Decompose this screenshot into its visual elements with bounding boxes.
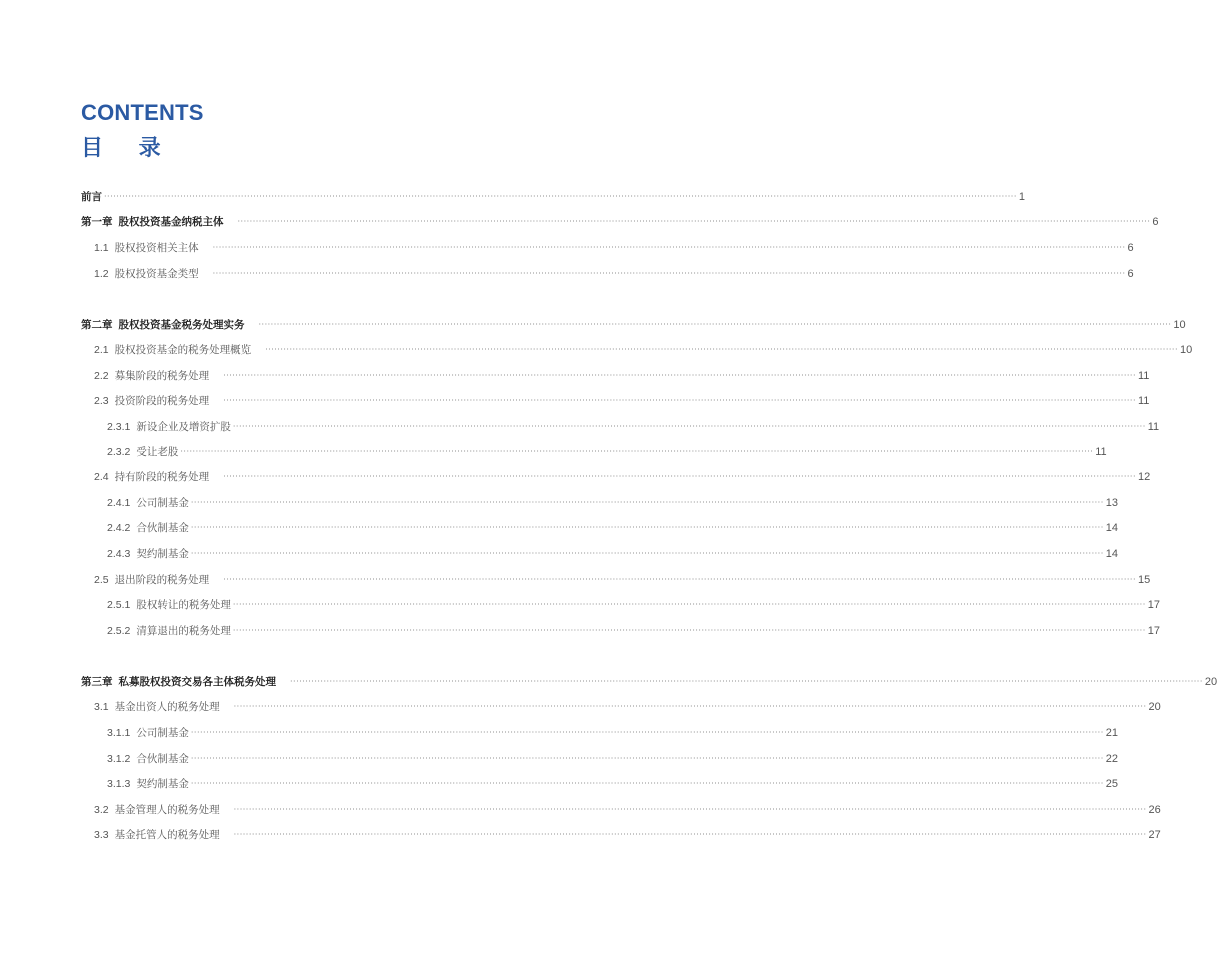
toc-page-number: 17 (1147, 599, 1160, 611)
toc-entry-number: 3.1 (94, 701, 109, 713)
toc-entry-title: 契约制基金 (136, 548, 189, 560)
toc-entry[interactable] (107, 494, 1118, 510)
toc-entry-number: 3.1.1 (107, 727, 131, 739)
toc-entry-title: 投资阶段的税务处理 (114, 395, 210, 407)
toc-entry-title: 股权投资基金的税务处理概览 (114, 344, 252, 356)
toc-entry-number: 第三章 (81, 676, 113, 688)
toc-entry-label (94, 573, 221, 587)
toc-entry-label (81, 215, 236, 229)
toc-entry[interactable] (94, 265, 1134, 281)
toc-dot-leader: ············································································································································································································································································································ (190, 754, 1104, 763)
toc-page-number: 11 (1138, 370, 1150, 382)
toc-entry-label (107, 496, 189, 510)
toc-entry[interactable] (94, 341, 1193, 357)
toc-entry-title: 基金托管人的税务处理 (114, 829, 220, 841)
toc-entry-title: 基金出资人的税务处理 (114, 701, 220, 713)
toc-entry-title: 前言 (81, 191, 102, 203)
toc-entry[interactable] (107, 418, 1160, 434)
toc-page-number: 11 (1147, 421, 1160, 433)
toc-entry-label (107, 777, 189, 791)
toc-entry-title: 退出阶段的税务处理 (114, 574, 210, 586)
toc-entry-number: 2.4 (94, 471, 109, 483)
toc-entry-number: 1.1 (94, 242, 109, 254)
toc-dot-leader: ············································································································································································································································································································ (223, 472, 1136, 481)
toc-entry[interactable] (107, 724, 1118, 740)
toc-entry-title: 公司制基金 (136, 727, 189, 739)
toc-entry-number: 2.3.2 (107, 446, 131, 458)
toc-dot-leader: ············································································································································································································································································································ (190, 498, 1104, 507)
toc-entry-label (94, 241, 211, 255)
toc-entry[interactable] (94, 801, 1161, 817)
toc-entry-label (107, 547, 189, 561)
toc-entry-number: 3.3 (94, 829, 109, 841)
contents-heading-en: CONTENTS (81, 100, 204, 125)
toc-entry-label (107, 420, 231, 434)
toc-dot-leader: ············································································································································································································································································································ (190, 549, 1104, 558)
toc-page-number: 20 (1148, 701, 1161, 713)
toc-entry-label (94, 700, 232, 714)
toc-entry-label (107, 445, 178, 459)
toc-entry-label (94, 343, 263, 357)
toc-entry-number: 2.3 (94, 395, 109, 407)
toc-entry-number: 第二章 (81, 319, 113, 331)
toc-entry-label (94, 369, 221, 383)
toc-entry-number: 3.1.2 (107, 753, 131, 765)
toc-entry[interactable] (81, 673, 1217, 689)
toc-entry-number: 第一章 (81, 216, 113, 228)
toc-page-number: 17 (1147, 625, 1160, 637)
toc-entry[interactable] (107, 443, 1107, 459)
toc-entry-title: 私募股权投资交易各主体税务处理 (118, 676, 276, 688)
toc-entry-title: 清算退出的税务处理 (136, 625, 231, 637)
toc-entry-title: 合伙制基金 (136, 753, 189, 765)
toc-entry-number: 3.1.3 (107, 778, 131, 790)
toc-page-number: 12 (1138, 471, 1151, 483)
contents-heading-cn: 目 录 (81, 136, 175, 161)
toc-dot-leader: ············································································································································································································································································································ (233, 702, 1147, 711)
toc-entry-label (94, 394, 221, 408)
toc-entry-number: 2.4.2 (107, 522, 131, 534)
toc-page-number: 13 (1105, 497, 1118, 509)
toc-dot-leader: ············································································································································································································································································································ (223, 575, 1136, 584)
toc-page-number: 1 (1018, 191, 1026, 203)
toc-dot-leader: ············································································································································································································································································································ (233, 830, 1147, 839)
toc-entry-number: 2.5.2 (107, 625, 131, 637)
toc-entry-title: 股权投资基金税务处理实务 (118, 319, 245, 331)
toc-page-number: 6 (1127, 268, 1134, 280)
toc-page-number: 11 (1095, 446, 1107, 458)
toc-dot-leader: ············································································································································································································································································································ (233, 805, 1147, 814)
toc-dot-leader: ············································································································································································································································································································ (265, 345, 1178, 354)
toc-entry[interactable] (94, 367, 1150, 383)
toc-entry-label (94, 828, 232, 842)
toc-page-number: 26 (1148, 804, 1161, 816)
toc-entry-title: 契约制基金 (136, 778, 189, 790)
toc-page-number: 25 (1105, 778, 1118, 790)
toc-entry-title: 新设企业及增资扩股 (136, 421, 231, 433)
toc-page-number: 20 (1204, 676, 1217, 688)
toc-entry-label (81, 318, 257, 332)
toc-entry-title: 基金管理人的税务处理 (114, 804, 220, 816)
toc-entry-label (107, 726, 189, 740)
toc-entry-title: 股权投资基金纳税主体 (118, 216, 224, 228)
toc-entry-title: 募集阶段的税务处理 (114, 370, 210, 382)
toc-dot-leader: ············································································································································································································································································································ (290, 677, 1203, 686)
toc-entry-number: 2.3.1 (107, 421, 131, 433)
toc-entry-label (81, 675, 288, 689)
toc-entry-label (107, 521, 189, 535)
toc-page-number: 10 (1180, 344, 1193, 356)
toc-entry-title: 股权投资基金类型 (114, 268, 199, 280)
toc-entry-number: 2.2 (94, 370, 109, 382)
toc-entry-number: 2.5 (94, 574, 109, 586)
toc-entry-number: 2.4.1 (107, 497, 131, 509)
toc-dot-leader: ············································································································································································································································································································ (190, 728, 1104, 737)
toc-dot-leader: ············································································································································································································································································································ (212, 269, 1126, 278)
toc-entry[interactable] (107, 622, 1160, 638)
toc-entry-title: 公司制基金 (136, 497, 189, 509)
toc-entry-number: 3.2 (94, 804, 109, 816)
toc-page-number: 11 (1138, 395, 1150, 407)
toc-entry-title: 持有阶段的税务处理 (114, 471, 210, 483)
toc-entry-label (94, 803, 232, 817)
toc-page-number: 6 (1127, 242, 1134, 254)
toc-page-number: 10 (1173, 319, 1186, 331)
toc-dot-leader: ············································································································································································································································································································ (232, 626, 1146, 635)
toc-page-number: 21 (1105, 727, 1118, 739)
toc-entry[interactable] (81, 188, 1026, 204)
toc-dot-leader: ············································································································································································································································································································ (190, 523, 1104, 532)
toc-entry-label (94, 470, 221, 484)
toc-entry[interactable] (107, 750, 1118, 766)
toc-entry[interactable] (107, 519, 1118, 535)
toc-page-number: 22 (1105, 753, 1118, 765)
toc-page-number: 6 (1152, 216, 1159, 228)
toc-entry-label (81, 190, 102, 204)
toc-entry[interactable] (94, 698, 1161, 714)
toc-entry-title: 股权转让的税务处理 (136, 599, 231, 611)
toc-entry-number: 2.4.3 (107, 548, 131, 560)
toc-page-number: 14 (1105, 522, 1118, 534)
toc-entry[interactable] (81, 213, 1159, 229)
toc-page-number: 15 (1138, 574, 1151, 586)
toc-entry[interactable] (94, 239, 1134, 255)
toc-entry[interactable] (81, 316, 1186, 332)
toc-entry[interactable] (107, 775, 1118, 791)
toc-entry-number: 2.1 (94, 344, 109, 356)
toc-dot-leader: ············································································································································································································································································································ (237, 217, 1151, 226)
toc-entry-label (107, 624, 231, 638)
toc-page-number: 14 (1105, 548, 1118, 560)
toc-entry-label (107, 598, 231, 612)
toc-entry[interactable] (94, 468, 1151, 484)
toc-dot-leader: ············································································································································································································································································································ (190, 779, 1104, 788)
toc-dot-leader: ············································································································································································································································································································ (232, 600, 1146, 609)
toc-page-number: 27 (1148, 829, 1161, 841)
toc-entry[interactable] (107, 545, 1118, 561)
toc-dot-leader: ············································································································································································································································································································ (258, 320, 1172, 329)
toc-entry-label (107, 752, 189, 766)
toc-entry[interactable] (107, 596, 1160, 612)
toc-entry[interactable] (94, 826, 1161, 842)
toc-entry[interactable] (94, 392, 1150, 408)
toc-entry-number: 1.2 (94, 268, 109, 280)
toc-dot-leader: ············································································································································································································································································································ (104, 192, 1017, 201)
toc-entry-number: 2.5.1 (107, 599, 131, 611)
toc-entry-title: 合伙制基金 (136, 522, 189, 534)
toc-entry-title: 受让老股 (136, 446, 179, 458)
toc-dot-leader: ············································································································································································································································································································ (223, 396, 1136, 405)
toc-dot-leader: ············································································································································································································································································································ (223, 371, 1136, 380)
toc-entry-label (94, 267, 211, 281)
toc-dot-leader: ············································································································································································································································································································ (232, 422, 1146, 431)
toc-entry[interactable] (94, 571, 1151, 587)
toc-dot-leader: ············································································································································································································································································································ (180, 447, 1094, 456)
toc-dot-leader: ············································································································································································································································································································ (212, 243, 1126, 252)
toc-entry-title: 股权投资相关主体 (114, 242, 199, 254)
